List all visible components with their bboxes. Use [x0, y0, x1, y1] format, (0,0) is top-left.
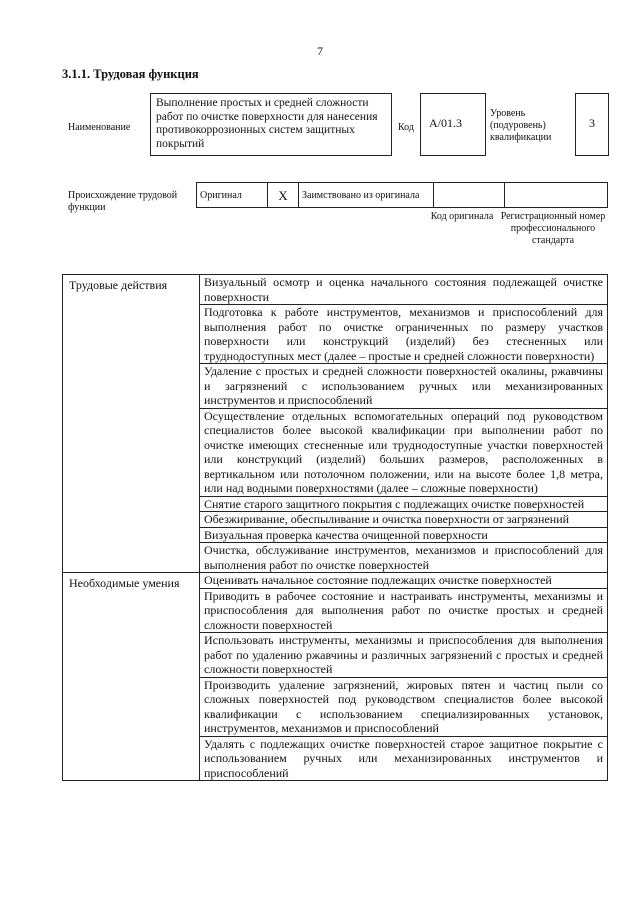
original-mark: X — [268, 183, 299, 208]
table-row — [63, 573, 608, 589]
function-name-box: Выполнение простых и средней сложности работ по очистке поверхности для нанесения противокоррозионных систем защитных покрытий — [150, 93, 392, 156]
registration-number-caption: Регистрационный номер профессионального стандарта — [500, 211, 606, 246]
level-label: Уровень (подуровень) квалификации — [490, 108, 552, 143]
function-details-table — [62, 274, 608, 781]
code-value-box: А/01.3 — [420, 93, 486, 156]
level-value-box: 3 — [575, 93, 609, 156]
required-skill-item: Использовать инструменты, механизмы и приспособления для выполнения работ по удалению ржавчины и различных загрязнений с простых и средней сложности поверхностей — [200, 633, 608, 678]
registration-number-cell — [505, 183, 608, 208]
origin-label: Происхождение трудовой функции — [68, 190, 178, 213]
borrowed-cell: Заимствовано из оригинала — [299, 183, 434, 208]
required-skill-item: Удалять с подлежащих очистке поверхностей старое защитное покрытие с использованием ручных или механизированных инструментов и приспособлений — [200, 736, 608, 781]
labor-action-item: Визуальный осмотр и оценка начального состояния подлежащей очистке поверхности — [200, 275, 608, 305]
name-label: Наименование — [68, 122, 131, 133]
required-skill-item: Оценивать начальное состояние подлежащих очистке поверхностей — [200, 573, 608, 589]
labor-action-item: Обезжиривание, обеспыливание и очистка поверхности от загрязнений — [200, 512, 608, 528]
labor-action-item: Визуальная проверка качества очищенной поверхности — [200, 527, 608, 543]
labor-actions-title: Трудовые действия — [63, 275, 200, 573]
required-skills-title: Необходимые умения — [63, 573, 200, 781]
required-skill-item: Приводить в рабочее состояние и настраивать инструменты, механизмы и приспособления для выполнения работ по очистке простых и средней сложности поверхностей — [200, 588, 608, 633]
labor-action-item: Подготовка к работе инструментов, механизмов и приспособлений для выполнения работ по очистке ограниченных по размеру участков поверхности или конструкций (изделий) без стесненных или труднодоступных мест (далее – простые и средней сложности поверхности) — [200, 305, 608, 364]
section-heading: 3.1.1. Трудовая функция — [62, 67, 199, 81]
required-skill-item: Производить удаление загрязнений, жировых пятен и частиц пыли со сложных поверхностей под руководством специалистов более высокой квалификации с использованием специализированных установок, инструментов, механизмов и приспособлений — [200, 677, 608, 736]
original-cell: Оригинал — [197, 183, 268, 208]
page-number: 7 — [317, 44, 323, 58]
origin-table — [196, 182, 608, 208]
labor-action-item: Снятие старого защитного покрытия с подлежащих очистке поверхностей — [200, 496, 608, 512]
original-code-caption: Код оригинала — [430, 211, 494, 222]
labor-action-item: Удаление с простых и средней сложности поверхностей окалины, ржавчины и загрязнений с использованием ручных или механизированных инструментов и приспособлений — [200, 364, 608, 409]
original-code-cell — [434, 183, 505, 208]
code-label: Код — [398, 122, 414, 133]
labor-action-item: Очистка, обслуживание инструментов, механизмов и приспособлений для выполнения работ по очистке поверхностей — [200, 543, 608, 573]
labor-action-item: Осуществление отдельных вспомогательных операций под руководством специалистов более высокой квалификации при выполнении работ по очистке имеющих стесненные или труднодоступные участки поверхностей или конструкций (изделий) больших размеров, расположенных в вертикальном или потолочном положении, или на высоте более 1,8 метра, или над водными поверхностями (далее – сложные поверхности) — [200, 408, 608, 496]
table-row — [63, 275, 608, 305]
